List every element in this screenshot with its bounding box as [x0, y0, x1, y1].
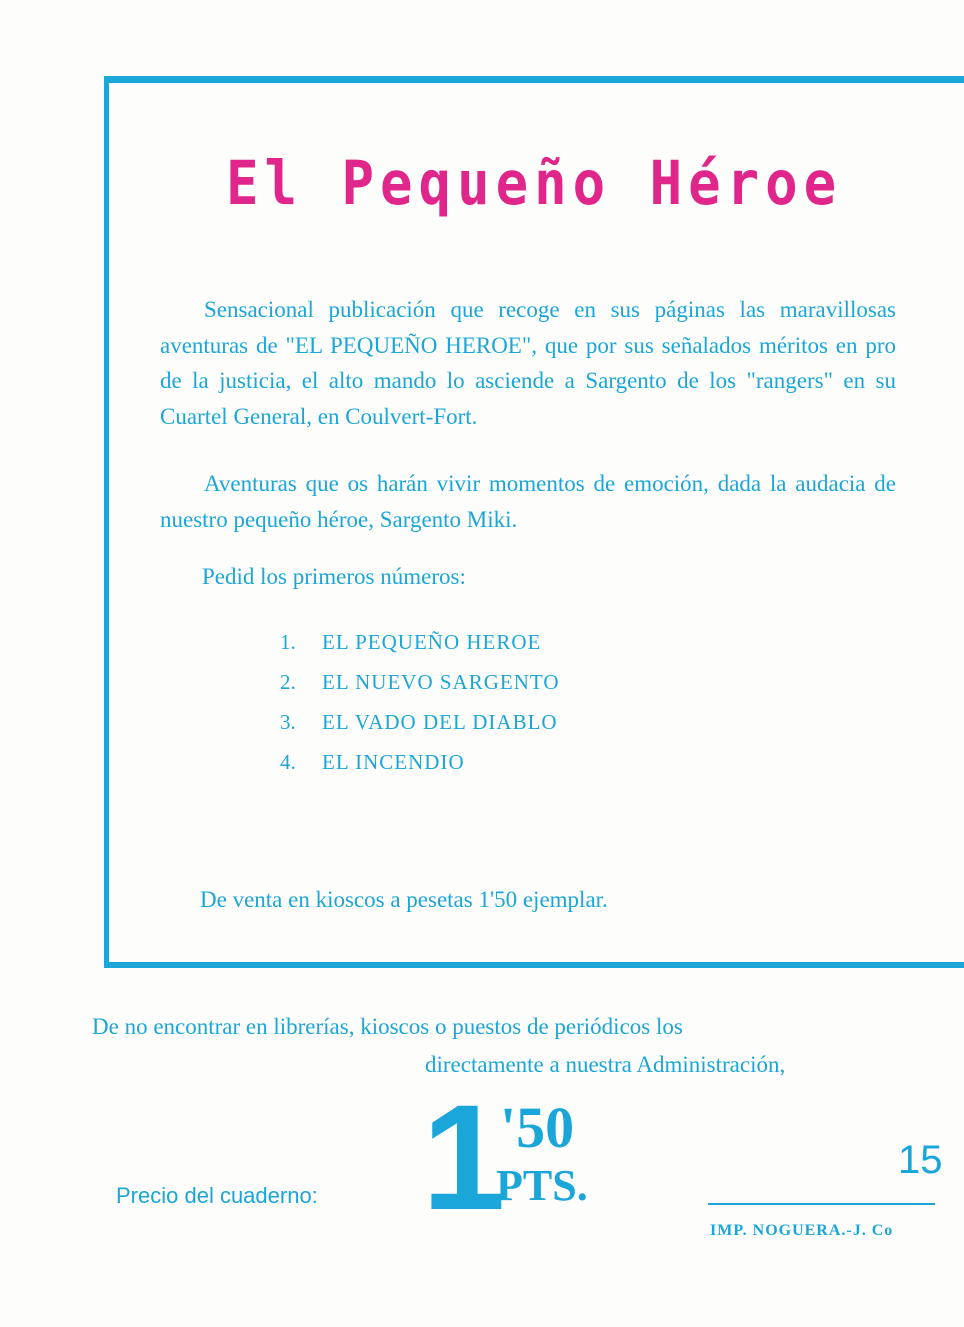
issue-number: 4. [280, 750, 296, 774]
sale-note: De venta en kioscos a pesetas 1'50 ejemplar. [200, 887, 608, 912]
notice-line-2: directamente a nuestra Administración, [425, 1052, 786, 1077]
notice-line-1: De no encontrar en librerías, kioscos o puestos de periódicos los [92, 1014, 683, 1039]
list-item [280, 702, 560, 742]
issue-name: EL NUEVO SARGENTO [322, 670, 560, 694]
issue-number: 1. [280, 630, 296, 654]
issue-name: EL VADO DEL DIABLO [322, 710, 558, 734]
request-label: Pedid los primeros números: [202, 564, 466, 589]
price-integer: 1 [422, 1073, 500, 1241]
list-item [280, 662, 560, 702]
page-number: 15 [898, 1138, 943, 1182]
issue-number: 3. [280, 710, 296, 734]
adventures-paragraph: Aventuras que os harán vivir momentos de emoción, dada la audacia de nuestro pequeño héroe, Sargento Miki. [160, 471, 896, 532]
issue-list [280, 622, 560, 782]
issue-name: EL PEQUEÑO HEROE [322, 630, 542, 654]
publication-title: El Pequeño Héroe [226, 148, 843, 219]
description-paragraph: Sensacional publicación que recoge en sus páginas las maravillosas aventuras de "EL PEQUEÑO HEROE", que por sus señalados méritos en pro de la justicia, el alto mando lo asciende a Sargento de los "rangers" en su Cuartel General, en Coulvert-Fort. [160, 297, 896, 429]
availability-notice [92, 1008, 935, 1084]
price-unit: PTS. [496, 1161, 588, 1210]
issue-number: 2. [280, 670, 296, 694]
list-item [280, 622, 560, 662]
price-decimal: '50 [500, 1095, 575, 1160]
issue-name: EL INCENDIO [322, 750, 465, 774]
price-label: Precio del cuaderno: [116, 1183, 318, 1208]
printer-credit: IMP. NOGUERA.-J. Co [710, 1222, 894, 1239]
divider [708, 1203, 935, 1205]
list-item [280, 742, 560, 782]
